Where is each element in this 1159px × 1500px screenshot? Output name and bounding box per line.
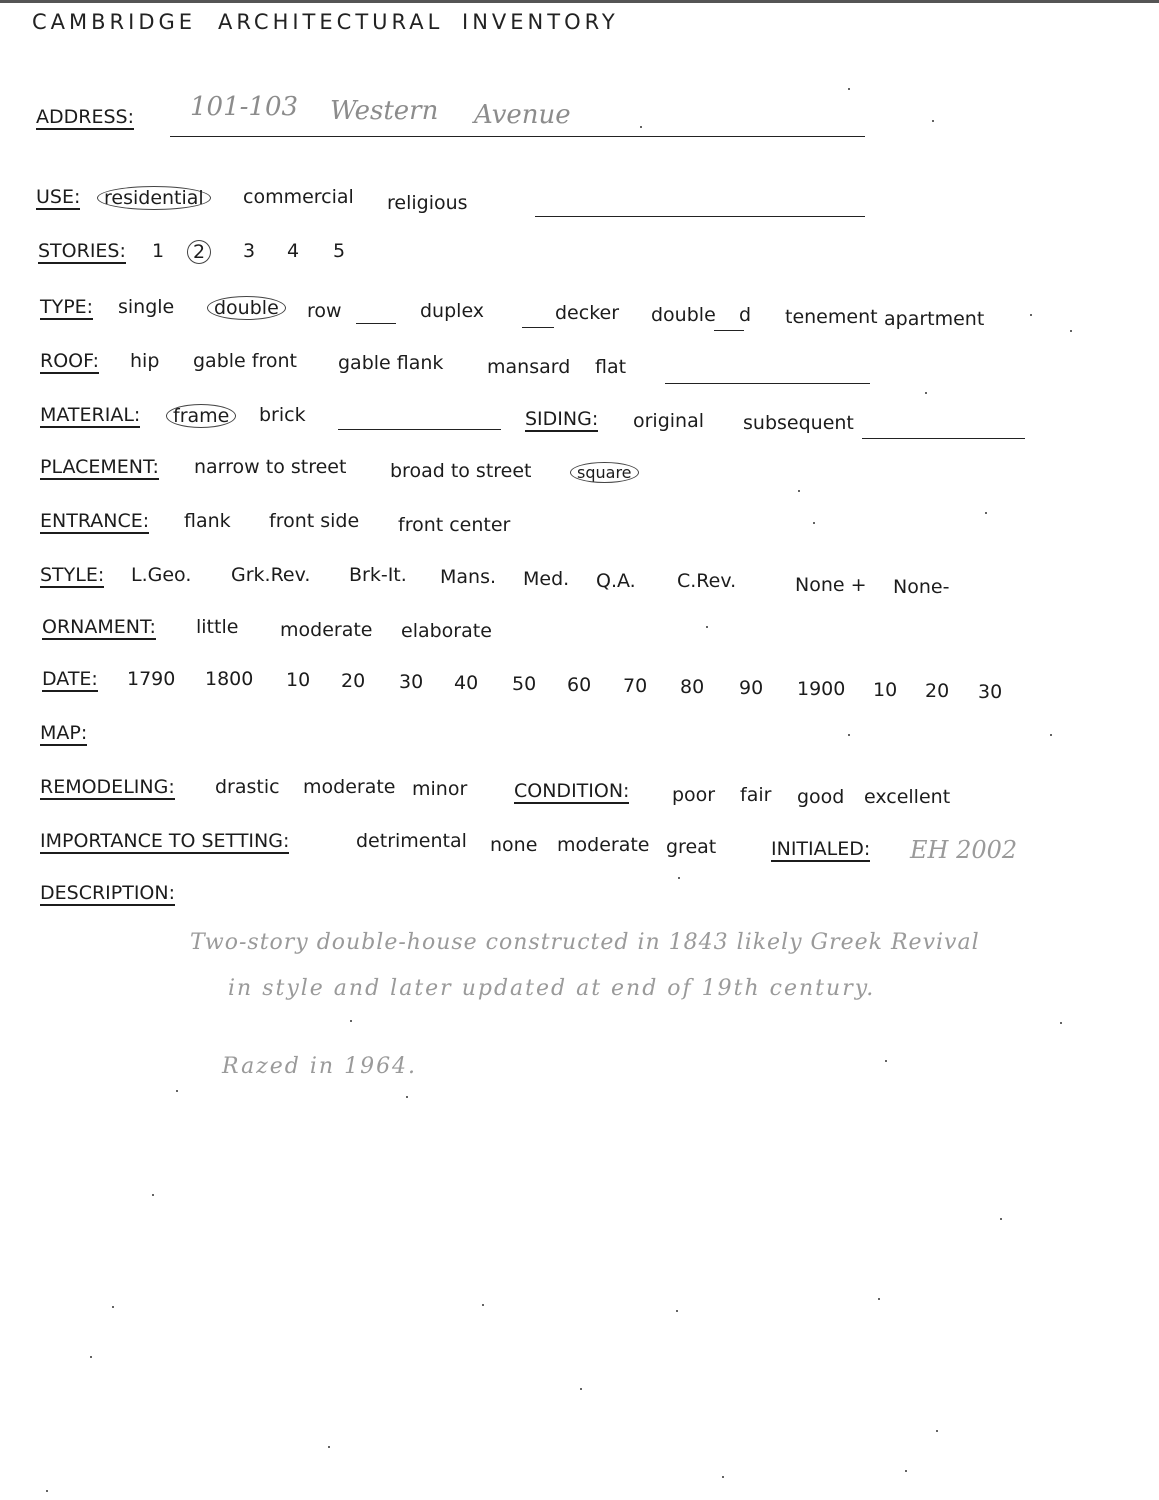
speck [1000, 1218, 1002, 1220]
condition-option-good: good [797, 786, 845, 808]
entrance-row [0, 510, 1159, 540]
style-option-lgeo: L.Geo. [131, 564, 192, 586]
ornament-label: ORNAMENT: [42, 616, 156, 638]
roof-option-mansard: mansard [487, 356, 571, 378]
roof-option-gable-flank: gable flank [338, 352, 444, 374]
use-row [0, 186, 1159, 216]
condition-option-fair: fair [740, 784, 772, 806]
speck [406, 1096, 408, 1098]
style-label: STYLE: [40, 564, 105, 586]
entrance-label: ENTRANCE: [40, 510, 150, 532]
importance-option-great: great [666, 836, 717, 858]
speck [1030, 314, 1032, 316]
stories-option-5: 5 [333, 240, 346, 262]
speck [932, 120, 934, 122]
speck [152, 1194, 154, 1196]
type-row [0, 296, 1159, 330]
description-line-3: Razed in 1964. [222, 1054, 418, 1079]
address-suffix: Avenue [474, 100, 571, 130]
speck [706, 626, 708, 628]
importance-row [0, 830, 1159, 864]
use-option-residential-selected: residential [97, 186, 211, 210]
style-option-mans: Mans. [440, 566, 497, 588]
type-option-duplex: duplex [420, 300, 485, 322]
roof-option-flat: flat [595, 356, 627, 378]
use-label: USE: [36, 186, 81, 208]
date-option-1800: 1800 [205, 668, 254, 690]
date-option-1830: 30 [399, 671, 424, 693]
initialed-label: INITIALED: [771, 838, 871, 860]
style-option-qa: Q.A. [596, 570, 636, 592]
style-option-none-minus: None- [893, 576, 950, 598]
speck [580, 1388, 582, 1390]
map-row [0, 722, 1159, 752]
material-blank [338, 429, 501, 430]
date-row [0, 668, 1159, 703]
speck [1060, 1022, 1062, 1024]
importance-label: IMPORTANCE TO SETTING: [40, 830, 290, 852]
speck [885, 1060, 887, 1062]
style-option-brkit: Brk-It. [349, 564, 407, 586]
address-label: ADDRESS: [36, 106, 134, 128]
type-option-double-selected: double [207, 296, 286, 320]
placement-label: PLACEMENT: [40, 456, 159, 478]
stories-label: STORIES: [38, 240, 126, 262]
date-option-1890: 90 [739, 677, 764, 699]
importance-option-none: none [490, 834, 538, 856]
speck [90, 1356, 92, 1358]
placement-option-narrow: narrow to street [194, 456, 347, 478]
type-option-tenement: tenement [785, 306, 878, 328]
type-option-decker: decker [555, 302, 620, 324]
roof-option-hip: hip [130, 350, 160, 372]
style-option-crev: C.Rev. [677, 570, 737, 592]
date-option-1920: 20 [925, 680, 950, 702]
speck [878, 1298, 880, 1300]
stories-option-1: 1 [152, 240, 165, 262]
speck [640, 126, 642, 128]
date-option-1900: 1900 [797, 678, 846, 700]
stories-option-3: 3 [243, 240, 256, 262]
material-option-brick: brick [259, 404, 306, 426]
speck [925, 392, 927, 394]
entrance-option-flank: flank [184, 510, 231, 532]
address-number: 101-103 [190, 92, 299, 122]
speck [482, 1304, 484, 1306]
date-option-1880: 80 [680, 676, 705, 698]
date-option-1850: 50 [512, 673, 537, 695]
header-architectural: ARCHITECTURAL [218, 10, 444, 34]
speck [1070, 330, 1072, 332]
ornament-option-elaborate: elaborate [401, 620, 492, 642]
date-option-1810: 10 [286, 669, 311, 691]
style-option-grkrev: Grk.Rev. [231, 564, 311, 586]
importance-option-moderate: moderate [557, 834, 650, 856]
speck [328, 1446, 330, 1448]
initialed-value: EH 2002 [910, 836, 1018, 864]
material-label: MATERIAL: [40, 404, 141, 426]
description-row [0, 882, 1159, 912]
speck [722, 1476, 724, 1478]
date-option-1910: 10 [873, 679, 898, 701]
remodeling-row [0, 776, 1159, 806]
speck [676, 1310, 678, 1312]
header-cambridge: CAMBRIDGE [32, 10, 197, 34]
date-option-1870: 70 [623, 675, 648, 697]
date-label: DATE: [42, 668, 98, 690]
type-option-d: d [739, 304, 752, 326]
type-option-double-decker: double [651, 304, 716, 326]
type-double-blank [714, 330, 744, 331]
header-inventory: INVENTORY [462, 10, 619, 34]
description-line-1: Two-story double-house constructed in 1843 likely Greek Revival [190, 930, 980, 955]
roof-blank [665, 383, 870, 384]
date-option-1820: 20 [341, 670, 366, 692]
speck [798, 490, 800, 492]
stories-option-4: 4 [287, 240, 300, 262]
roof-label: ROOF: [40, 350, 99, 372]
material-option-frame-selected: frame [166, 404, 236, 428]
remodeling-option-drastic: drastic [215, 776, 280, 798]
description-line-2: in style and later updated at end of 19th century. [228, 976, 876, 1001]
condition-option-poor: poor [672, 784, 716, 806]
remodeling-option-moderate: moderate [303, 776, 396, 798]
speck [813, 522, 815, 524]
ornament-option-moderate: moderate [280, 619, 373, 641]
address-row [0, 92, 1159, 136]
type-label: TYPE: [40, 296, 94, 318]
style-option-none-plus: None + [795, 574, 867, 596]
speck [1050, 734, 1052, 736]
style-option-med: Med. [523, 568, 570, 590]
type-row-blank [356, 323, 396, 324]
use-option-religious: religious [387, 192, 468, 214]
speck [905, 1470, 907, 1472]
date-option-1860: 60 [567, 674, 592, 696]
date-option-1930: 30 [978, 681, 1003, 703]
type-option-apartment: apartment [884, 308, 985, 330]
address-line [170, 136, 865, 137]
speck [112, 1306, 114, 1308]
speck [848, 88, 850, 90]
placement-option-square-selected: square [570, 462, 639, 483]
top-edge-line [0, 0, 1159, 3]
siding-label: SIDING: [525, 408, 599, 430]
placement-option-broad: broad to street [390, 460, 532, 482]
speck [848, 734, 850, 736]
entrance-option-front-center: front center [398, 514, 511, 536]
type-option-single: single [118, 296, 175, 318]
map-label: MAP: [40, 722, 88, 744]
type-option-row: row [307, 300, 342, 322]
address-street: Western [330, 96, 439, 126]
speck [176, 1090, 178, 1092]
ornament-option-little: little [196, 616, 239, 638]
stories-option-2-selected: 2 [187, 240, 211, 264]
entrance-option-front-side: front side [269, 510, 360, 532]
description-label: DESCRIPTION: [40, 882, 176, 904]
placement-row [0, 456, 1159, 486]
speck [46, 1490, 48, 1492]
condition-label: CONDITION: [514, 780, 630, 802]
speck [350, 1020, 352, 1022]
speck [936, 1430, 938, 1432]
style-row [0, 564, 1159, 598]
material-row [0, 404, 1159, 434]
use-blank [535, 216, 865, 217]
importance-option-detrimental: detrimental [356, 830, 467, 852]
condition-option-excellent: excellent [864, 786, 951, 808]
roof-option-gable-front: gable front [193, 350, 297, 372]
siding-blank [862, 438, 1025, 439]
remodeling-label: REMODELING: [40, 776, 175, 798]
ornament-row [0, 616, 1159, 646]
roof-row [0, 350, 1159, 380]
date-option-1790: 1790 [127, 668, 176, 690]
siding-option-original: original [633, 410, 705, 432]
speck [985, 512, 987, 514]
type-decker-blank [522, 327, 554, 328]
date-option-1840: 40 [454, 672, 479, 694]
use-option-commercial: commercial [243, 186, 354, 208]
speck [678, 877, 680, 879]
stories-row [0, 240, 1159, 270]
siding-option-subsequent: subsequent [743, 412, 854, 434]
remodeling-option-minor: minor [412, 778, 468, 800]
